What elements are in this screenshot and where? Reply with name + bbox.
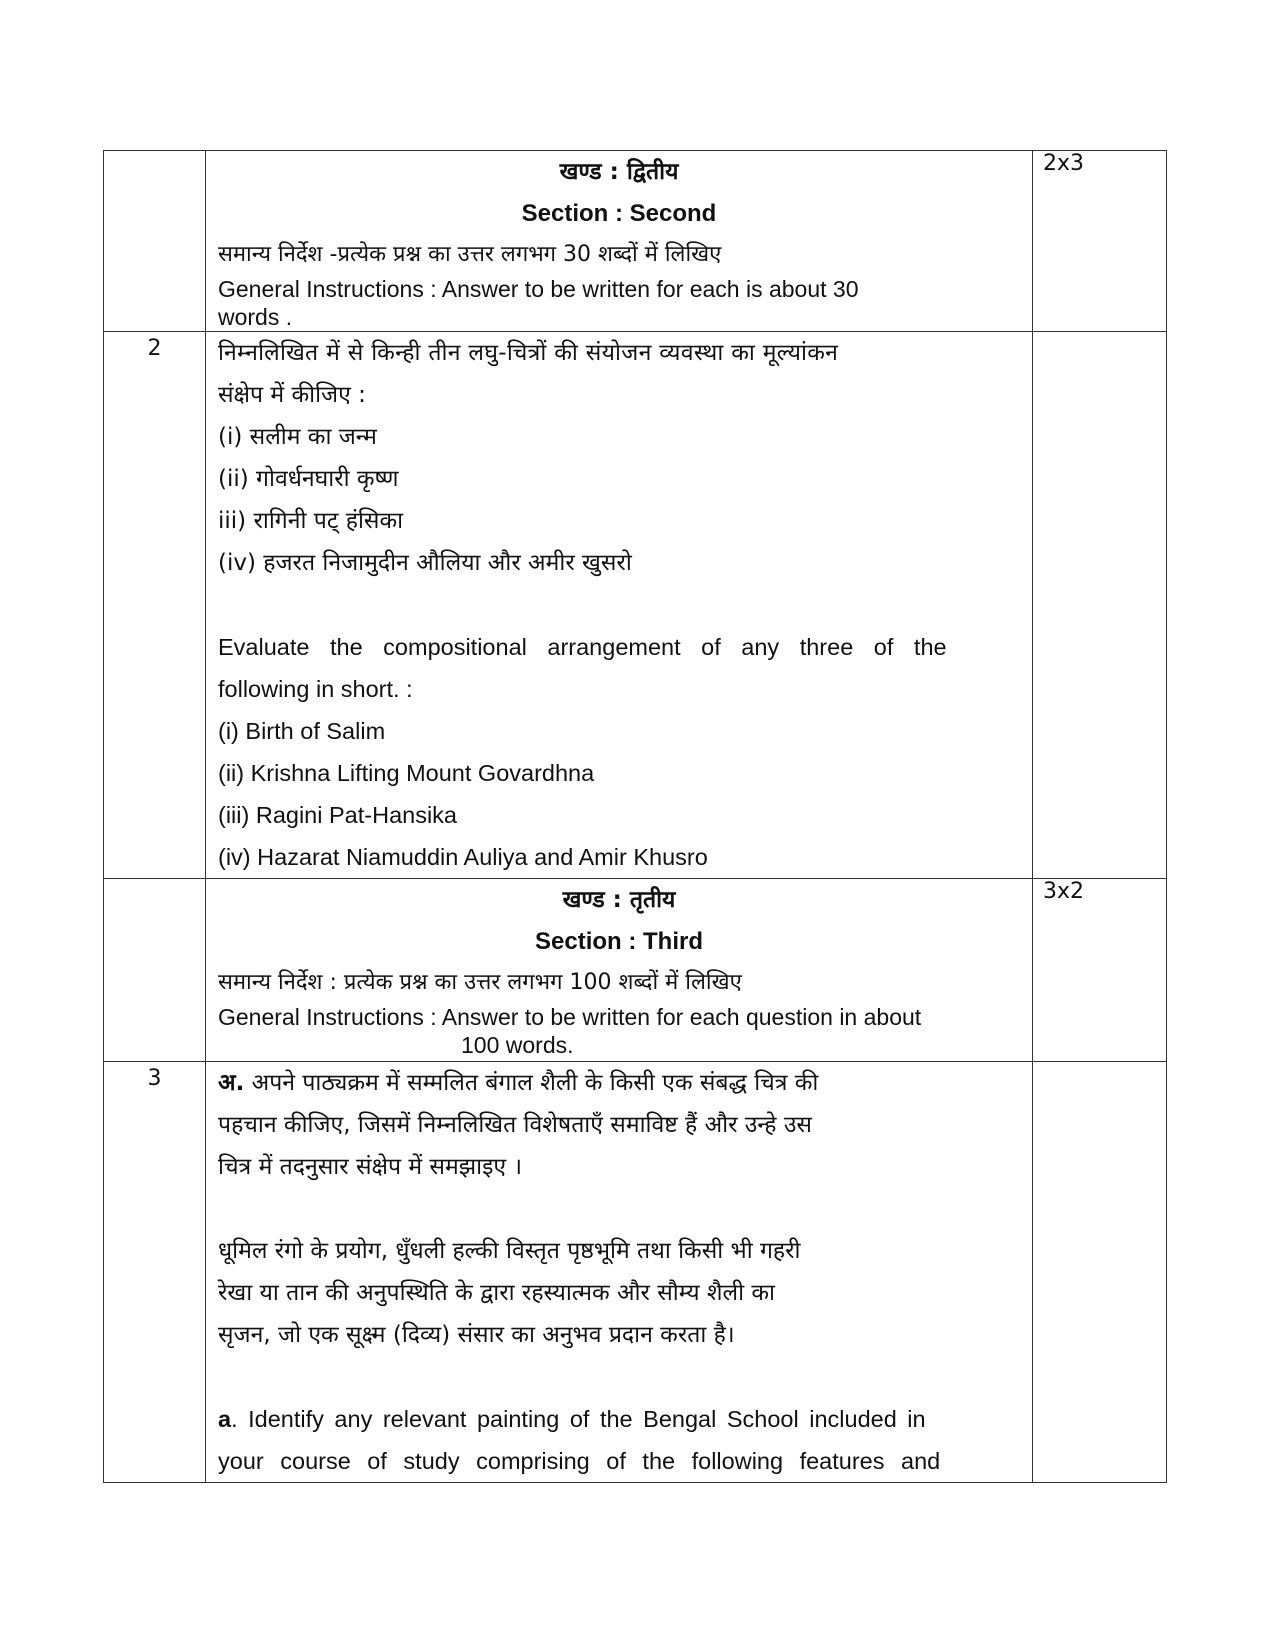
instruction-english-line: General Instructions : Answer to be written for each is about 30 [218, 276, 859, 302]
question-number: 3 [104, 1062, 206, 1483]
instruction-hindi: समान्य निर्देश -प्रत्येक प्रश्न का उत्तर लगभग 30 शब्दों में लिखिए [218, 242, 722, 267]
section-third-row [104, 879, 1167, 1062]
question-text-hindi: संक्षेप में कीजिए : [218, 382, 366, 408]
option-english: (i) Birth of Salim [218, 718, 386, 744]
option-hindi: iii) रागिनी पट् हंसिका [218, 508, 404, 534]
marks-cell: 2x3 [1033, 151, 1167, 332]
instruction-english-line: General Instructions : Answer to be written for each question in about [218, 1004, 922, 1030]
question-number-cell [104, 879, 206, 1062]
section-second-row [104, 151, 1167, 332]
question-text-hindi: अ. अपने पाठ्यक्रम में सम्मलित बंगाल शैली के किसी एक संबद्ध चित्र की [218, 1070, 819, 1096]
section-second-header [206, 151, 1033, 332]
marks-cell [1033, 332, 1167, 879]
option-english: (iii) Ragini Pat-Hansika [218, 802, 457, 828]
question-2-body [206, 332, 1033, 879]
option-hindi: (i) सलीम का जन्म [218, 424, 377, 450]
marks-cell [1033, 1062, 1167, 1483]
section-third-header [206, 879, 1033, 1062]
instruction-hindi: समान्य निर्देश : प्रत्येक प्रश्न का उत्तर लगभग 100 शब्दों में लिखिए [218, 970, 742, 995]
part-label: अ. [218, 1070, 245, 1096]
question-3-body [206, 1062, 1033, 1483]
question-text-english: a. Identify any relevant painting of the Bengal School included in [218, 1406, 926, 1432]
option-hindi: (iv) हजरत निजामुदीन औलिया और अमीर खुसरो [218, 550, 632, 576]
question-text-hindi: रेखा या तान की अनुपस्थिति के द्वारा रहस्यात्मक और सौम्य शैली का [218, 1280, 775, 1306]
option-hindi: (ii) गोवर्धनघारी कृष्ण [218, 466, 399, 492]
section-heading-english: Section : Second [521, 200, 717, 227]
question-text-hindi: निम्नलिखित में से किन्ही तीन लघु-चित्रों की संयोजन व्यवस्था का मूल्यांकन [218, 340, 839, 366]
question-text-hindi: धूमिल रंगो के प्रयोग, धुँधली हल्की विस्तृत पृष्ठभूमि तथा किसी भी गहरी [218, 1238, 801, 1264]
question-3-row [104, 1062, 1167, 1483]
question-text-hindi: चित्र में तदनुसार संक्षेप में समझाइए । [218, 1154, 523, 1180]
question-text-hindi: सृजन, जो एक सूक्ष्म (दिव्य) संसार का अनुभव प्रदान करता है। [218, 1322, 735, 1348]
section-heading-hindi: खण्ड : द्वितीय [559, 159, 679, 185]
question-text-english: following in short. : [218, 676, 413, 702]
option-english: (ii) Krishna Lifting Mount Govardhna [218, 760, 595, 786]
question-2-row [104, 332, 1167, 879]
question-paper-table [103, 150, 1167, 1483]
section-heading-hindi: खण्ड : तृतीय [562, 887, 676, 913]
section-heading-english: Section : Third [535, 928, 703, 955]
part-label: a [218, 1406, 232, 1432]
question-number: 2 [104, 332, 206, 879]
instruction-english-line: 100 words. [461, 1032, 574, 1058]
question-text-english: Evaluate the compositional arrangement of any three of the [218, 634, 947, 660]
question-text-hindi: पहचान कीजिए, जिसमें निम्नलिखित विशेषताएँ समाविष्ट हैं और उन्हे उस [218, 1112, 812, 1138]
instruction-english-line: words . [218, 304, 293, 330]
option-english: (iv) Hazarat Niamuddin Auliya and Amir Khusro [218, 844, 708, 870]
question-text-english: your course of study comprising of the following features and [218, 1448, 941, 1474]
question-number-cell [104, 151, 206, 332]
marks-cell: 3x2 [1033, 879, 1167, 1062]
